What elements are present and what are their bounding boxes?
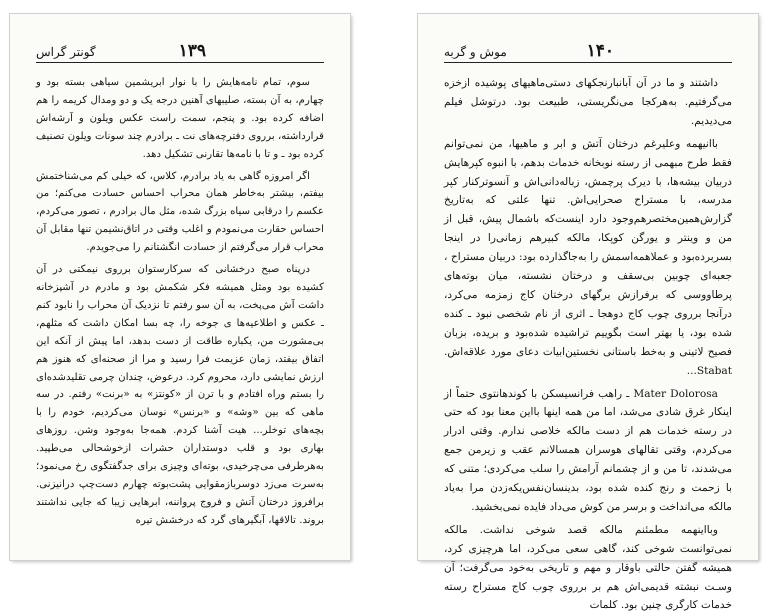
paragraph: اگر امروزه گاهی به یاد برادرم، کلاس، که خیلی کم می‌شناختمش بیفتم، بیشتر به‌خاطر همان محراب احساس حسادت می‌کنم؛ من عکسم را درقابی سیاه بزرگ شده، مثل مال برادرم ، تصور می‌کردم، احساس حقارت می‌نمودم و اغلب وقتی در اتاق‌نشیمن تنها مقابل آن محراب قرار می‌گرفتم از حسادت انگشتانم را می‌جویدم. xyxy=(36,170,324,254)
left-page-header xyxy=(36,40,324,63)
left-running-title: گونتر گراس xyxy=(36,45,96,59)
paragraph: سوم، تمام نامه‌هایش را با نوار ابریشمین سیاهی بسته بود و چهارم، به آن بسته، صلیبهای آهنین درجه یک و دو ومدال کریمه را هم اضافه کرده بود. و پنجم، سمت راست عکس ویلون و آرشه‌اش قرارداشته، برروی دفترچه‌های نت ـ برادرم چند سونات ویلون تصنیف کرده بود ـ و تا با نامه‌ها تقارنی تشکیل دهد. xyxy=(36,77,324,160)
paragraph: Mater Dolorosa ـ راهب فرانسیسکن با کوندهانتوی حتماً از اینکار غرق شادی می‌شد، اما من همه اینها بااین معنا بود که حتی در رسته خدمات هم از دست مالکه خلاصی ندارم. وقتی ادرار می‌کردم، وقتی تقالهای هوسران همسالانم عقب و زیرمن جمع می‌شدند، تا من و از چشمانم آرامش را سلب می‌کردی؛ متنی که با زحمت و رنج کنده شده بود، بدینسان‌نفس‌یکه‌زدن مرا به‌یاد مالکه می‌انداخت و برسر من کوش می‌داد فایده نمی‌بخشید. xyxy=(444,387,732,513)
paragraph: داشتند و ما در آن آبانبارنجکهای دستی‌ماهیهای پوشیده ازخزه می‌گرفتیم. به‌هرکجا می‌نگریستی، طبیعت بود. درتوشل فیلم می‌دیدیم. xyxy=(444,77,732,127)
paragraph: وبااینهمه مطمئنم مالکه قصد شوخی نداشت. مالکه نمی‌توانست شوخی کند، گاهی سعی می‌کرد، اما هرچیزی کرد، همیشه گفتن حالتی باوقار و مهم و تاریخی به‌خود می‌گرفت؛ آن وسـت نبشته قدیمی‌اش هم بر برروی چوب کاج مستراح رسته خدمات کارگری چنین بود. کلمات xyxy=(444,523,732,612)
right-page-header xyxy=(444,40,732,63)
left-page-body xyxy=(36,74,324,550)
right-page xyxy=(418,14,758,612)
paragraph: درپناه صبح درخشانی که سرکارستوان برروی نیمکتی در آن کشیده بود ومثل همیشه فکر شکمش بود و مادرم در آشپزخانه داشت آش می‌پخت، به آن سو رفتم تا نزدیک آن محراب را نابود کنم ـ عکس و اطلاعیه‌ها ی جوخه را، چه بسا امکان داشت که مثلهم، بی‌مشورت من، یکباره طاقت از دست بدهد، اما پیش از آنکه این اتفاق بیفتد، زمان عزیمت فرا رسید و مرا از صحنه‌ای که هنوز هم ارزش نمایشی دارد، محروم کرد. درعوض، چندان چرمی تقلیدشده‌ای را بستم وراه افتادم و با ترن از «کونتز» به ‌«برنت» رفتم. در سه ماهی که بین «وشه» و «برنس» نوسان می‌کردیم، خودم را با بچه‌های توخلر... هیت آشنا کردم. همه‌جا به‌وجود وشن. روزهای بهاری بود و قلب دوستداران حشرات ازخوشحالی می‌طپید. به‌هرطرفی می‌چرخیدی، بوته‌ای وچیزی برای جدگفتگوی رخ می‌نمود؛ به‌سرت می‌زد دوسربازمقوایی پشت‌بوته چهارم دست‌چپ درانیزنی. برافروز درختان آتش و فروج پرواننه، ابرهایی زیبا که جایی نداشتند بروند. تالاقها، آبگیرهای گرد که درخشش تیره xyxy=(36,264,324,526)
left-page xyxy=(10,14,350,560)
right-page-body xyxy=(444,74,732,612)
right-page-number: ۱۴۰ xyxy=(586,41,614,61)
right-running-title: موش و گربه xyxy=(444,45,507,59)
paragraph: باانیهمه وعلیرغم درختان آتش و ابر و ماهیها، من نمی‌توانم فقط طرح مبهمی از رسته نوبخانه خدمات بدهم، با انبوه کپرهایش دربیان بیشه‌ها، با دیرک پرچمش، زباله‌دانی‌اش و آنسوترکنار کپر مدرسه، با مستراح صحرایی‌اش. تنها علتی که به‌تاریخ گزارش‌همین‌مختصرهم‌وجود دارد اینست‌که باشمال پیش، قبل از من و وینتر و یورگن کوپکا، مالکه کبیرهم زمانی‌را در اینجا بسربرده‌بود و عملا‌همه‌اسمش را به‌جاگذارده بود: دربیان مستراح ، جعبه‌ای چوبین بی‌سقف و درختان نشسته، میان بوته‌های پرطاووسی که برفرازش برگهای درختان کاج زمزمه می‌کرد، درآنجا برروی چوب کاج دوهجا ـ اثری از نام شخصی نبود ـ کنده شده بود، یا بهتر است بگوییم تراشیده شده‌بود و بریده، بزبان فصیح لاتینی و به‌خط باستانی نخستین‌ابیات دعای مورد علاقه‌اش. Stabat... xyxy=(444,137,732,377)
left-page-number: ۱۳۹ xyxy=(178,41,206,61)
